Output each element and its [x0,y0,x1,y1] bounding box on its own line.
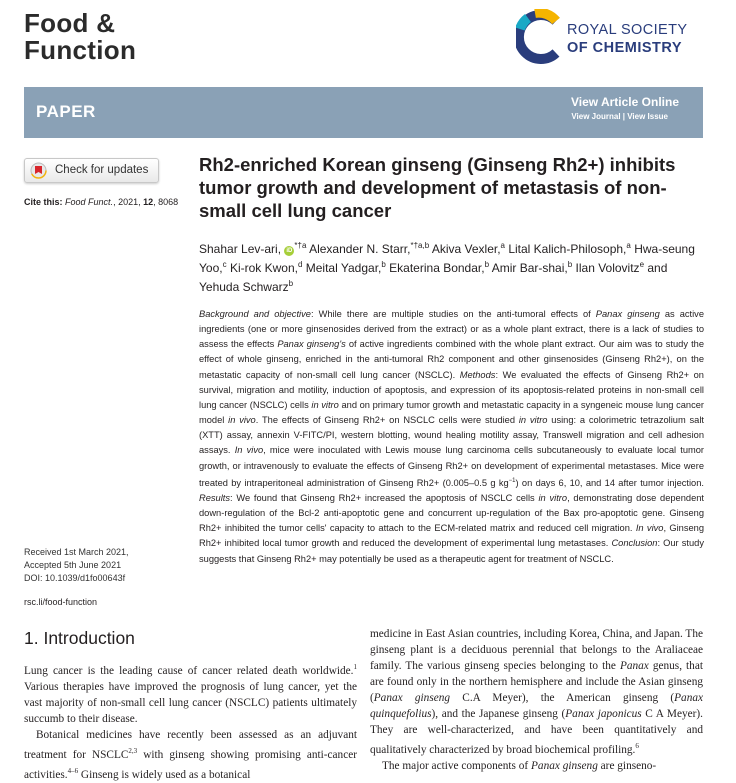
author-7[interactable]: Meital Yadgar,$^b$ [305,260,386,275]
journal-title-line2: Function [24,35,137,65]
check-updates-icon [30,162,47,179]
author-9[interactable]: Amir Bar-shai,$^b$ [491,260,573,275]
rsc-c-logo-icon [516,9,566,65]
journal-short-link[interactable]: rsc.li/food-function [24,597,98,607]
abstract: Background and objective: While there are multiple studies on the anti-tumoral effects of Panax ginseng as active ingredients (one or more ginsenosides derived from the extract) or as a whole plant extract, there is a lack of studies to assess the effects Panax ginseng's of active ingredients combined with the whole plant extract. Our aim was to study the effect of whole ginseng, enriched in the anti-tumoral Rh2 component and other ginsenosides (Ginseng Rh2+), on the metastatic capacity of non-small cell lung cancer (NSCLC). Methods: We evaluated the effects of Ginseng Rh2+ on survival, migration and motility, induction of apoptosis, and expression of its apoptosis-related proteins in non-small cell lung cancer (NSCLC) cells in vitro and on primary tumor growth and metastatic capacity in a syngeneic mouse lung cancer model in vivo. The effects of Ginseng Rh2+ on NSCLC cells were studied in vitro using: a colorimetric tetrazolium salt (XTT) assay, annexin V-FITC/PI, western blotting, wound healing motility assay, Transwell migration and cell adhesion assays. In vivo, mice were inoculated with Lewis mouse lung carcinoma cells subcutaneously to evaluate local tumor growth, or intravenously to evaluate the effects of Ginseng Rh2+ on development of experimental metastases. Mice were treated by intraperitoneal administration of Ginseng Rh2+ (0.005–0.5 g $kg^{-1}$) on days 6, 10, and 14 after tumor injection. Results: We found that Ginseng Rh2+ increased the apoptosis of NSCLC cells in vitro, demonstrating dose dependent down-regulation of the Bcl-2 anti-apoptotic gene and concurrent up-regulation of the Bax pro-apoptotic gene. Ginseng Rh2+ inhibited the tumor cells' capacity to attach to the ECM-related matrix and reduced cell migration. In vivo, Ginseng Rh2+ inhibited local tumor growth and reduced the development of experimental lung metastases. Conclusion: Our study suggests that Ginseng Rh2+ may potentially be used as a therapeutic agent for treatment of NSCLC. [199,309,705,564]
article-banner [24,87,703,138]
cite-page: , 8068 [153,197,179,207]
author-11[interactable]: and Yehuda Schwarz$^b$ [199,261,668,294]
article-title: Rh2-enriched Korean ginseng (Ginseng Rh2+) inhibits tumor growth and development of metastasis of non-small cell lung cancer [199,154,676,221]
view-article-online-link[interactable]: View Article Online [570,95,679,109]
publisher-line2: OF CHEMISTRY [567,40,683,56]
view-links [571,112,668,121]
paragraph: Botanical medicines have recently been assessed as an adjuvant treatment for NSCLC$^{2,3}$ with ginseng showing promising anti-cancer activities.$^{4-6}$ Ginseng is widely used as a botanical [24,728,357,781]
author-5[interactable]: Hwa-seung Yoo,$^c$ [199,242,695,275]
accepted-date: Accepted 5th June 2021 [24,560,122,570]
check-for-updates-button[interactable] [24,158,159,183]
paper-label: PAPER [36,102,96,121]
journal-title [24,10,136,64]
author-6[interactable]: Ki-rok Kwon,$^d$ [229,260,303,275]
article-history [24,546,129,585]
author-8[interactable]: Ekaterina Bondar,$^b$ [389,260,490,275]
cite-journal: Food Funct. [65,197,114,207]
author-1[interactable]: Shahar Lev-ari, $iD^{*\dagger a}$ [199,241,307,256]
rsc-logo [516,9,706,65]
check-updates-label: Check for updates [55,164,149,176]
cite-volume: 12 [143,197,154,207]
paragraph: medicine in East Asian countries, including Korea, China, and Japan. The ginseng plant is a deciduous perennial that belongs to the Araliaceae family. The various ginseng species belonging to the Panax genus, that are found only in the northern hemisphere and include the Asian ginseng (Panax ginseng C.A Meyer), the American ginseng (Panax quinquefolius), and the Japanese ginseng (Panax japonicus C A Meyer). They are well-characterized, and have been quantitatively and qualitatively characterized by broad biochemical profiling.$^6$ [370,628,704,756]
doi[interactable]: DOI: 10.1039/d1fo00643f [24,573,126,583]
paragraph: Lung cancer is the leading cause of cancer related death worldwide.$^1$ Various therapies have improved the prognosis of lung cancer, yet the vast majority of non-small cell lung cancer (NSCLC) patients ultimately succumb to their disease. [24,663,357,725]
cite-year: , 2021, [113,197,144,207]
body-column-left [24,659,357,782]
section-heading-introduction: 1. Introduction [24,628,135,648]
author-3[interactable]: Akiva Vexler,$^a$ [431,241,505,256]
link-separator: | [620,112,628,121]
cite-label: Cite this: [24,197,63,207]
author-2[interactable]: Alexander N. Starr,$^{*\dagger a,b}$ [309,241,430,256]
body-column-right [370,626,703,774]
author-10[interactable]: Ilan Volovitz$^e$ [575,260,645,275]
author-list [199,238,704,295]
citation [24,197,178,207]
received-date: Received 1st March 2021, [24,547,129,557]
view-journal-link[interactable]: View Journal [571,112,621,121]
journal-title-line1: Food & [24,8,116,38]
view-issue-link[interactable]: View Issue [627,112,668,121]
author-4[interactable]: Lital Kalich-Philosoph,$^a$ [508,241,631,256]
publisher-line1: ROYAL SOCIETY [567,22,688,38]
paragraph: The major active components of Panax ginseng are ginseno- [382,759,657,772]
orcid-icon[interactable]: iD [286,248,293,254]
